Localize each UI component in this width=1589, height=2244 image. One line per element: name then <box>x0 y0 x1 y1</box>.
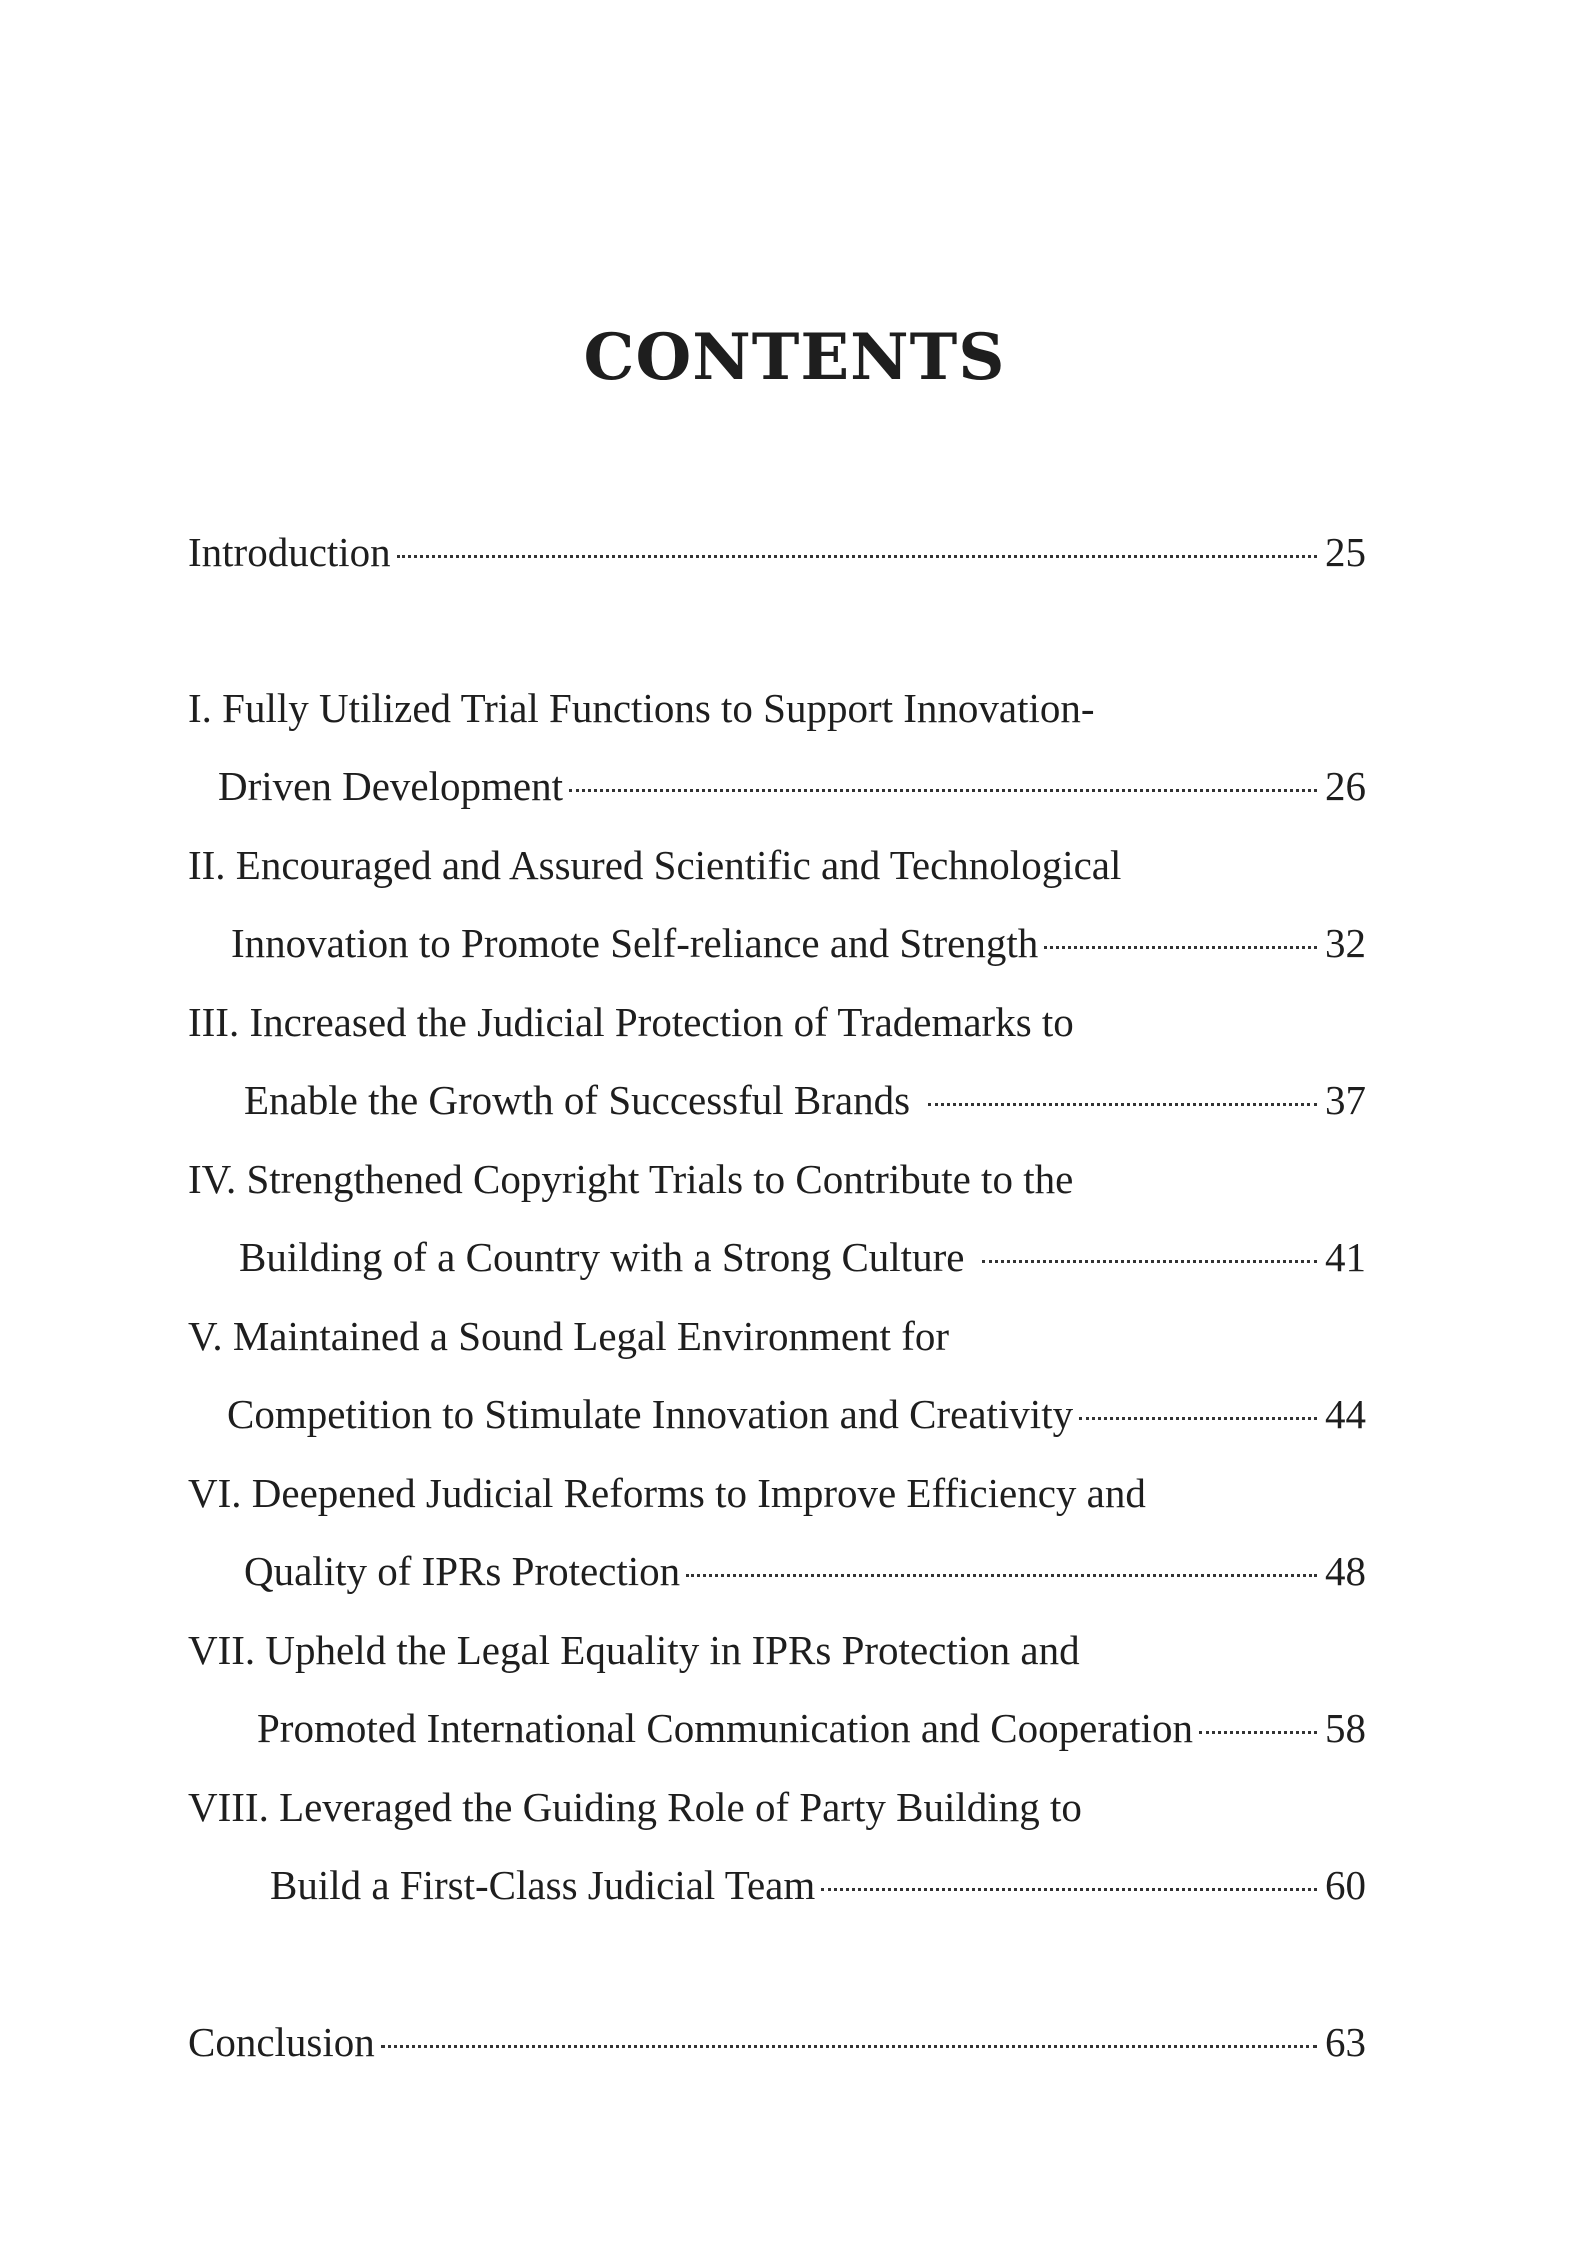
toc-entry-6-line1[interactable] <box>188 1465 1366 1521</box>
toc-entry-8-line2[interactable] <box>270 1857 1366 1913</box>
toc-page-number: 25 <box>1325 529 1366 575</box>
toc-page-number: 37 <box>1325 1077 1366 1123</box>
toc-entry-conclusion[interactable] <box>188 2014 1366 2070</box>
dot-leader <box>1044 946 1317 949</box>
toc-entry-title: VII. Upheld the Legal Equality in IPRs Protection and <box>188 1627 1080 1673</box>
toc-entry-2-line1[interactable] <box>188 837 1366 893</box>
toc-entry-title-continued: Quality of IPRs Protection <box>244 1548 681 1594</box>
toc-entry-4-line1[interactable] <box>188 1151 1366 1207</box>
toc-entry-3-line2[interactable] <box>244 1072 1366 1128</box>
dot-leader <box>1199 1731 1317 1734</box>
toc-page-number: 63 <box>1325 2019 1366 2065</box>
toc-entry-title-continued: Driven Development <box>218 763 563 809</box>
toc-entry-7-line1[interactable] <box>188 1622 1366 1678</box>
toc-entry-1-line1[interactable] <box>188 680 1366 736</box>
dot-leader <box>928 1103 1317 1106</box>
toc-entry-title-continued: Building of a Country with a Strong Culture <box>239 1234 965 1280</box>
toc-entry-5-line2[interactable] <box>227 1386 1366 1442</box>
toc-entry-1-line2[interactable] <box>218 758 1366 814</box>
toc-page-number: 26 <box>1325 763 1366 809</box>
toc-page-number: 44 <box>1325 1391 1366 1437</box>
toc-entry-title: IV. Strengthened Copyright Trials to Contribute to the <box>188 1156 1074 1202</box>
toc-page-number: 48 <box>1325 1548 1366 1594</box>
toc-entry-6-line2[interactable] <box>244 1543 1366 1599</box>
toc-page-number: 58 <box>1325 1705 1366 1751</box>
toc-entry-3-line1[interactable] <box>188 994 1366 1050</box>
toc-entry-4-line2[interactable] <box>239 1229 1366 1285</box>
toc-page-number: 32 <box>1325 920 1366 966</box>
toc-entry-title-continued: Promoted International Communication and Cooperation <box>257 1705 1193 1751</box>
toc-entry-8-line1[interactable] <box>188 1779 1366 1835</box>
toc-entry-title: Conclusion <box>188 2019 375 2065</box>
toc-entry-title: VI. Deepened Judicial Reforms to Improve Efficiency and <box>188 1470 1146 1516</box>
toc-entry-5-line1[interactable] <box>188 1308 1366 1364</box>
toc-entry-introduction[interactable] <box>188 524 1366 580</box>
toc-entry-title: V. Maintained a Sound Legal Environment for <box>188 1313 950 1359</box>
toc-entry-title: I. Fully Utilized Trial Functions to Support Innovation- <box>188 685 1095 731</box>
dot-leader <box>686 1574 1317 1577</box>
toc-entry-title: III. Increased the Judicial Protection of Trademarks to <box>188 999 1074 1045</box>
toc-entry-2-line2[interactable] <box>231 915 1366 971</box>
toc-page-number: 60 <box>1325 1862 1366 1908</box>
dot-leader <box>569 789 1317 792</box>
toc-page-number: 41 <box>1325 1234 1366 1280</box>
dot-leader <box>1079 1417 1317 1420</box>
toc-entry-title: Introduction <box>188 529 391 575</box>
page-title: CONTENTS <box>583 319 1006 395</box>
toc-entry-title-continued: Innovation to Promote Self-reliance and Strength <box>231 920 1039 966</box>
dot-leader <box>821 1888 1317 1891</box>
dot-leader <box>381 2045 1317 2048</box>
toc-entry-title: VIII. Leveraged the Guiding Role of Party Building to <box>188 1784 1082 1830</box>
toc-entry-7-line2[interactable] <box>257 1700 1366 1756</box>
dot-leader <box>397 555 1317 558</box>
dot-leader <box>982 1260 1317 1263</box>
toc-entry-title-continued: Enable the Growth of Successful Brands <box>244 1077 911 1123</box>
toc-entry-title: II. Encouraged and Assured Scientific and Technological <box>188 842 1122 888</box>
toc-entry-title-continued: Build a First-Class Judicial Team <box>270 1862 816 1908</box>
toc-entry-title-continued: Competition to Stimulate Innovation and Creativity <box>227 1391 1074 1437</box>
